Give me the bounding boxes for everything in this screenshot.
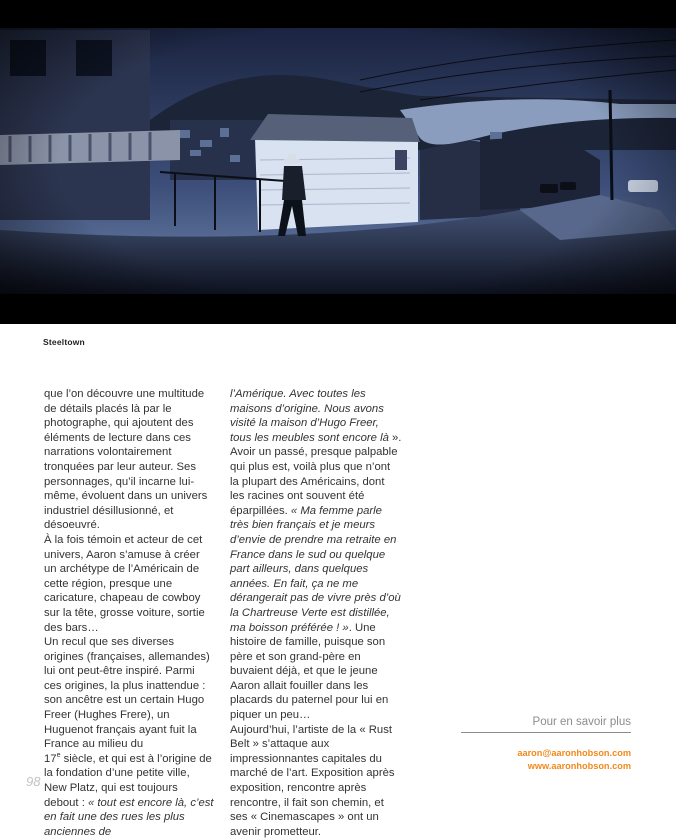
article-column-2 — [230, 387, 402, 839]
steeltown-photo — [0, 0, 676, 324]
steeltown-panorama-image — [0, 0, 676, 324]
paragraph-text: siècle, et qui est à l’origine de la fondation d’une petite ville, New Platz, qui est toujours debout : — [44, 752, 212, 809]
paragraph: Aujourd’hui, l’artiste de la « Rust Belt » s’attaque aux impressionnantes capitales du marché de l’art. Exposition après exposition, rencontre après rencontre, il fait son chemin, et ses « Cinemascapes » ont un avenir prometteur. — [230, 723, 395, 838]
century-number: 17 — [44, 752, 57, 765]
photo-caption: Steeltown — [43, 337, 85, 347]
more-info-title: Pour en savoir plus — [461, 716, 631, 733]
paragraph: À la fois témoin et acteur de cet univers, Aaron s’amuse à créer un archétype de l’Américain de cette région, presque une caricature, chapeau de cowboy sur la tête, grosse voiture, sortie des bars… — [44, 533, 205, 634]
page-number: 98 — [26, 774, 41, 789]
more-info-box — [461, 716, 631, 773]
paragraph: que l’on découvre une multitude de détails placés là par le photographe, qui ajoutent des éléments de lecture dans ces narrations volontairement tronquées par leur auteur. Ses personnages, qu’il incarne lui-même, évoluent dans un univers industriel désillusionné, et désoeuvré. — [44, 388, 208, 532]
paragraph — [44, 635, 214, 839]
paragraph-text: . Une histoire de famille, puisque son père et son grand-père en buvaient déjà, et que le jeune Aaron allait fouiller dans les placards du paternel pour lui en piquer un peu… — [230, 621, 389, 722]
quote-text: l’Amérique. Avec toutes les maisons d’origine. Nous avons visité la maison d’Hugo Freer, tous les meubles sont encore là — [230, 388, 389, 444]
ordinal-suffix: e — [56, 752, 61, 760]
paragraph-text: ». Avoir un passé, presque palpable qui plus est, voilà plus que n’ont la plupart des Américains, dont les racines ont souvent été éparpillées. — [230, 431, 402, 517]
paragraph-text: Un recul que ses diverses origines (françaises, allemandes) lui ont peut-être inspiré. Parmi ces origines, la plus inattendue : son ancêtre est un certain Hugo Freer (Hughes Frere), un Huguenot français ayant fuit la France au milieu du — [44, 636, 210, 751]
email-link[interactable]: aaron@aaronhobson.com — [517, 748, 631, 758]
quote-text: « tout est encore là, c’est en fait une des rues les plus anciennes de — [44, 796, 214, 838]
paragraph — [230, 387, 402, 723]
quote-text: « Ma femme parle très bien français et je meurs d’envie de prendre ma retraite en France dans le sud ou quelque part ailleurs, dans quelques années. En fait, ça ne me dérangerait pas de vivre près d’où la Chartreuse Verte est distillée, ma boisson préférée ! » — [230, 504, 401, 634]
website-link[interactable]: www.aaronhobson.com — [527, 761, 631, 771]
article-column-1 — [44, 387, 214, 839]
